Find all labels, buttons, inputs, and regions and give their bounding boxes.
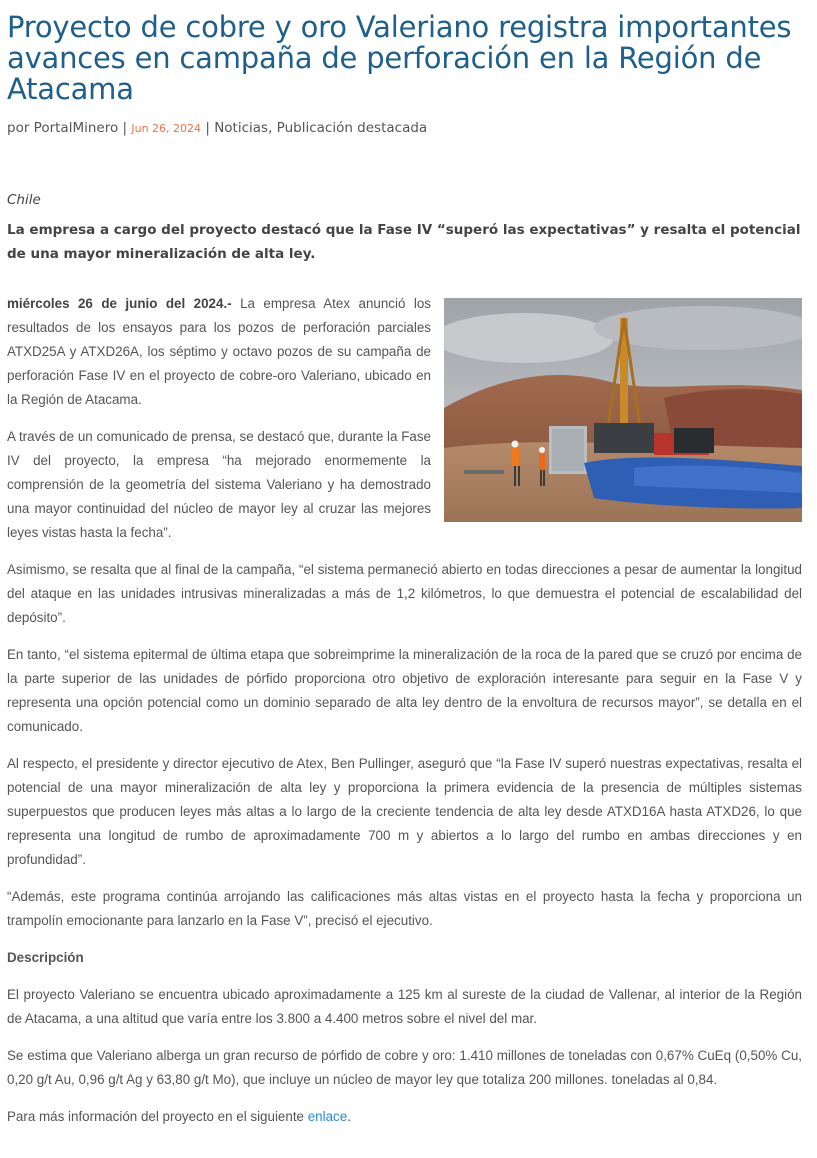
intro-block [7,292,802,558]
paragraph-1-date: miércoles 26 de junio del 2024.- [7,296,232,311]
article-meta [7,119,802,138]
paragraph-7: El proyecto Valeriano se encuentra ubicado aproximadamente a 125 km al sureste de la ciudad de Vallenar, al interior de la Región de Atacama, a una altitud que varía entre los 3.800 a 4.400 metros sobre el nivel del mar. [7,987,802,1026]
meta-comma: , [268,120,277,136]
paragraph-8: Se estima que Valeriano alberga un gran recurso de pórfido de cobre y oro: 1.410 millones de toneladas con 0,67% CuEq (0,50% Cu, 0,20 g/t Au, 0,96 g/t Ag y 63,80 g/t Mo), que incluye un núcleo de mayor ley que totaliza 200 millones. toneladas al 0,84. [7,1048,802,1087]
drilling-rig-photo [444,298,802,522]
paragraph-4: En tanto, “el sistema epitermal de última etapa que sobreimprime la mineralización de la roca de la pared que se cruzó por encima de la parte superior de las unidades de pórfido proporciona otro objetivo de exploración interesante para seguir en la Fase V y representa una opción potencial como un dominio separado de alta ley dentro de la envoltura de recursos mayor”, se detalla en el comunicado. [7,647,802,734]
paragraph-2: A través de un comunicado de prensa, se destacó que, durante la Fase IV del proyecto, la empresa “ha mejorado enormemente la comprensión de la geometría del sistema Valeriano y ha demostrado una mayor continuidad del núcleo de mayor ley al cruzar las mejores leyes vistas hasta la fecha”. [7,429,431,540]
paragraph-1-text: La empresa Atex anunció los resultados de los ensayos para los pozos de perforación parciales ATXD25A y ATXD26A, los séptimo y octavo pozos de su campaña de perforación Fase IV en el proyecto de cobre-oro Valeriano, ubicado en la Región de Atacama. [7,296,431,407]
article-kicker: Chile [7,192,41,208]
paragraph-9-text: Para más información del proyecto en el siguiente [7,1109,308,1124]
article [7,0,802,1142]
paragraph-9-end: . [347,1109,351,1124]
article-lead: La empresa a cargo del proyecto destacó que la Fase IV “superó las expectativas” y resalta el potencial de una mayor mineralización de alta ley. [7,222,801,262]
section-title-descripcion: Descripción [7,950,84,965]
more-info-link[interactable]: enlace [307,1109,348,1124]
publish-date: Jun 26, 2024 [131,122,202,135]
meta-separator: | [201,120,215,136]
meta-separator: | [118,120,132,136]
paragraph-5: Al respecto, el presidente y director ejecutivo de Atex, Ben Pullinger, aseguró que “la Fase IV superó nuestras expectativas, resalta el potencial de una mayor mineralización de alta ley y proporciona la primera evidencia de la presencia de múltiples sistemas superpuestos que producen leyes más altas a lo largo de la creciente tendencia de alta ley desde ATXD16A hasta ATXD26, lo que representa una longitud de rumbo de aproximadamente 700 m y abiertos a lo largo del rumbo en ambas direcciones y en profundidad”. [7,756,802,867]
paragraph-3: Asimismo, se resalta que al final de la campaña, “el sistema permaneció abierto en todas direcciones a pesar de aumentar la longitud del ataque en las unidades intrusivas mineralizadas a más de 1,2 kilómetros, lo que demuestra el potencial de escalabilidad del depósito”. [7,562,802,625]
article-title: Proyecto de cobre y oro Valeriano registra importantes avances en campaña de perforación en la Región de Atacama [7,10,792,106]
author-link[interactable]: por PortalMinero [7,120,119,136]
paragraph-6: “Además, este programa continúa arrojando las calificaciones más altas vistas en el proyecto hasta la fecha y proporciona un trampolín emocionante para lanzarlo en la Fase V”, precisó el ejecutivo. [7,889,802,928]
paragraph-9 [7,1105,802,1129]
category-link-noticias[interactable]: Noticias [214,120,269,136]
category-link-destacada[interactable]: Publicación destacada [276,120,428,136]
